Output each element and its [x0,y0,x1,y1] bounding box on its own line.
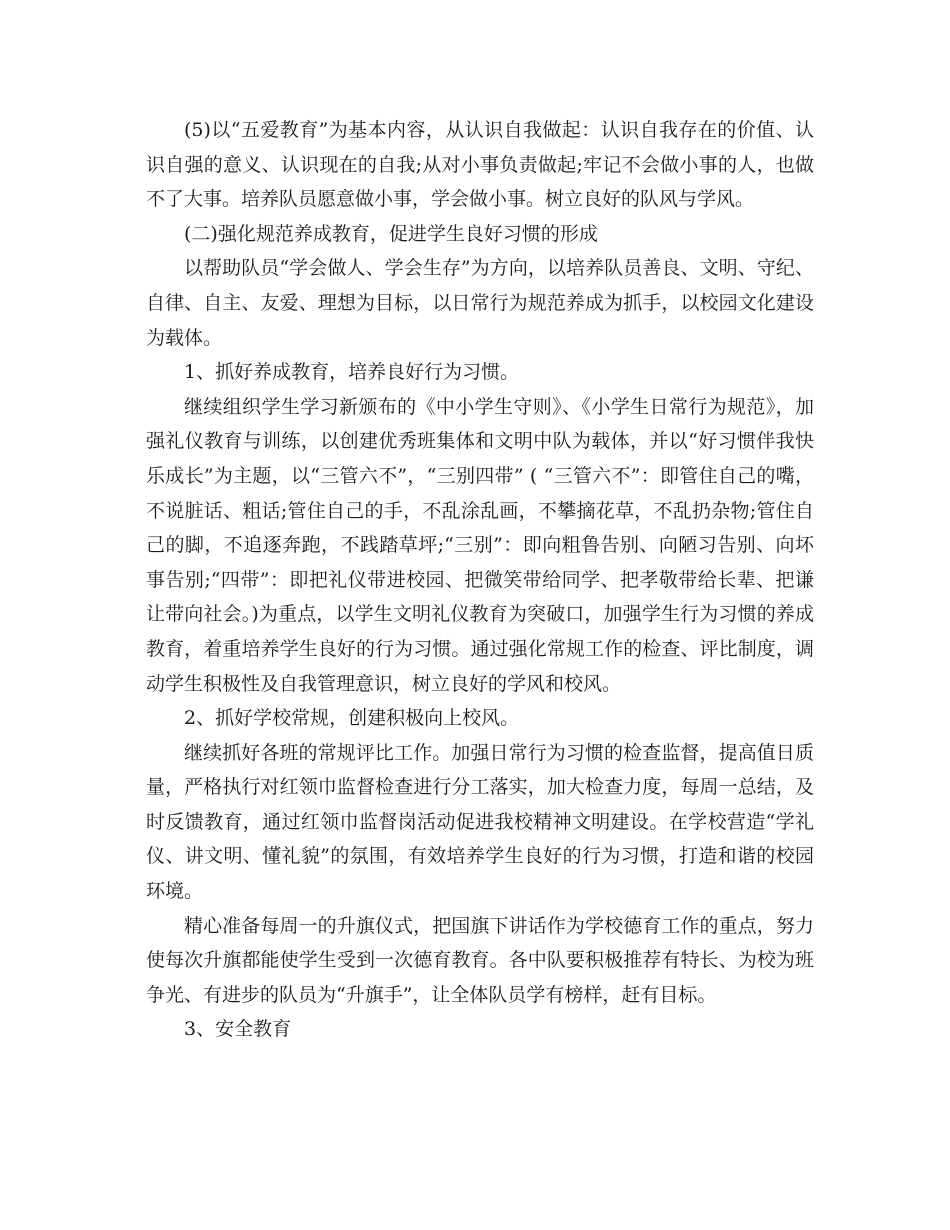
paragraph-school-routine: 继续抓好各班的常规评比工作。加强日常行为习惯的检查监督，提高值日质量，严格执行对红领巾监督检查进行分工落实，加大检查力度，每周一总结，及时反馈教育，通过红领巾监督岗活动促进我校精神文明建设。在学校营造“学礼仪、讲文明、懂礼貌”的氛围，有效培养学生良好的行为习惯，打造和谐的校园环境。 [146,741,814,903]
heading-item-3: 3、安全教育 [184,1018,292,1041]
document-body [146,113,814,1047]
paragraph-five-love-education: (5)以“五爱教育”为基本内容，从认识自我做起：认识自我存在的价值、认识自强的意义、认识现在的自我;从对小事负责做起;牢记不会做小事的人，也做不了大事。培养队员愿意做小事，学会做小事。树立良好的队风与学风。 [146,119,814,211]
heading-section-two: (二)强化规范养成教育，促进学生良好习惯的形成 [184,222,598,245]
paragraph-flag-ceremony: 精心准备每周一的升旗仪式，把国旗下讲话作为学校德育工作的重点，努力使每次升旗都能使学生受到一次德育教育。各中队要积极推荐有特长、为校为班争光、有进步的队员为“升旗手”，让全体队员学有榜样，赶有目标。 [146,914,814,1006]
paragraph-direction-goals: 以帮助队员“学会做人、学会生存”为方向，以培养队员善良、文明、守纪、自律、自主、友爱、理想为目标，以日常行为规范养成为抓手，以校园文化建设为载体。 [146,257,814,349]
heading-item-2: 2、抓好学校常规，创建积极向上校风。 [184,707,520,730]
heading-item-1: 1、抓好养成教育，培养良好行为习惯。 [184,361,520,384]
paragraph-habit-education: 继续组织学生学习新颁布的《中小学生守则》、《小学生日常行为规范》，加强礼仪教育与训练，以创建优秀班集体和文明中队为载体，并以“好习惯伴我快乐成长”为主题，以“三管六不”，“三别四带” ( “三管六不”：即管住自己的嘴，不说脏话、粗话;管住自己的手，不乱涂乱画，不攀摘花草，不乱扔杂物;管住自己的脚，不追逐奔跑，不践踏草坪;“三别”：即向粗鲁告别、向陋习告别、向坏事告别;“四带”：即把礼仪带进校园、把微笑带给同学、把孝敬带给长辈、把谦让带向社会。)为重点，以学生文明礼仪教育为突破口，加强学生行为习惯的养成教育，着重培养学生良好的行为习惯。通过强化常规工作的检查、评比制度，调动学生积极性及自我管理意识，树立良好的学风和校风。 [146,395,814,695]
